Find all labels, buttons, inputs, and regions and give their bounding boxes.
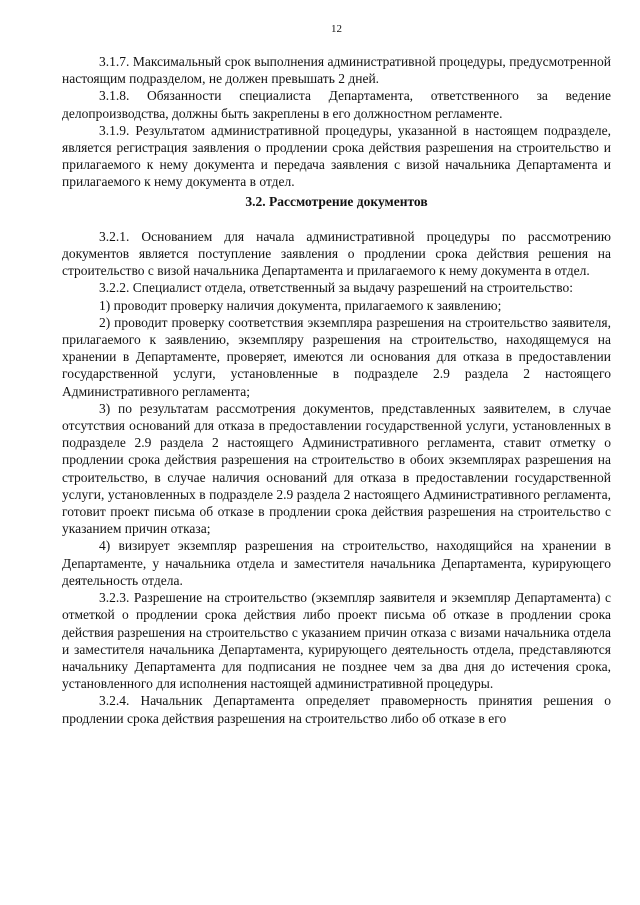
- list-item-1: 1) проводит проверку наличия документа, прилагаемого к заявлению;: [99, 297, 502, 313]
- list-item-4: 4) визирует экземпляр разрешения на строительство, находящийся на хранении в Департаменте, у начальника отдела и заместителя начальника Департамента, курирующего деятельность отдела.: [62, 538, 611, 588]
- paragraph-3-2-2: 3.2.2. Специалист отдела, ответственный за выдачу разрешений на строительство:: [99, 280, 573, 296]
- paragraph-3-2-3: 3.2.3. Разрешение на строительство (экземпляр заявителя и экземпляр Департамента) с отметкой о продлении срока действия либо проект письма об отказе в продлении срока действия разрешения на строительство с указанием причин отказа с визами начальника отдела и заместителя начальника Департамента, курирующего деятельность отдела, представляются начальнику Департамента для подписания не позднее чем за два дня до истечения срока, установленного для исполнения настоящей административной процедуры.: [62, 590, 611, 692]
- paragraph-3-1-9: 3.1.9. Результатом административной процедуры, указанной в настоящем подразделе, является регистрация заявления о продлении срока действия разрешения на строительство и прилагаемого к нему документа и передача заявления с визой начальника Департамента и прилагаемого к нему документа в отдел.: [62, 122, 611, 190]
- list-item-3: 3) по результатам рассмотрения документов, представленных заявителем, в случае отсутствия оснований для отказа в предоставлении государственной услуги, установленных в подразделе 2.9 раздела 2 настоящего Административного регламента, ставит отметку о продлении срока действия разрешения на строительство в обоих экземплярах разрешения на строительство, в случае наличия оснований для отказа в предоставлении государственной услуги, установленных в подразделе 2.9 раздела 2 настоящего Административного регламента, готовит проект письма об отказе в продлении срока действия разрешения на строительство с указанием причин отказа;: [62, 400, 611, 537]
- paragraph-3-1-7: 3.1.7. Максимальный срок выполнения административной процедуры, предусмотренной настоящим подразделом, не должен превышать 2 дней.: [62, 54, 611, 87]
- paragraph-3-1-8: 3.1.8. Обязанности специалиста Департамента, ответственного за ведение делопроизводства, должны быть закреплены в его должностном регламенте.: [62, 88, 611, 121]
- list-item-2: 2) проводит проверку соответствия экземпляра разрешения на строительство заявителя, прилагаемого к заявлению, экземпляру разрешения на строительство, находящемуся на хранении в Департаменте, проверяет, имеются ли основания для отказа в предоставлении государственной услуги, установленные в подразделе 2.9 раздела 2 настоящего Административного регламента;: [62, 314, 611, 399]
- section-heading: 3.2. Рассмотрение документов: [245, 193, 428, 209]
- paragraph-3-2-4: 3.2.4. Начальник Департамента определяет правомерность принятия решения о продлении срока действия разрешения на строительство либо об отказе в его: [62, 693, 611, 726]
- page-number: 12: [331, 23, 342, 35]
- paragraph-3-2-1: 3.2.1. Основанием для начала административной процедуры по рассмотрению документов является поступление заявления о продлении срока действия решения на строительство с визой начальника Департамента и прилагаемого к нему документа в отдел.: [62, 228, 611, 279]
